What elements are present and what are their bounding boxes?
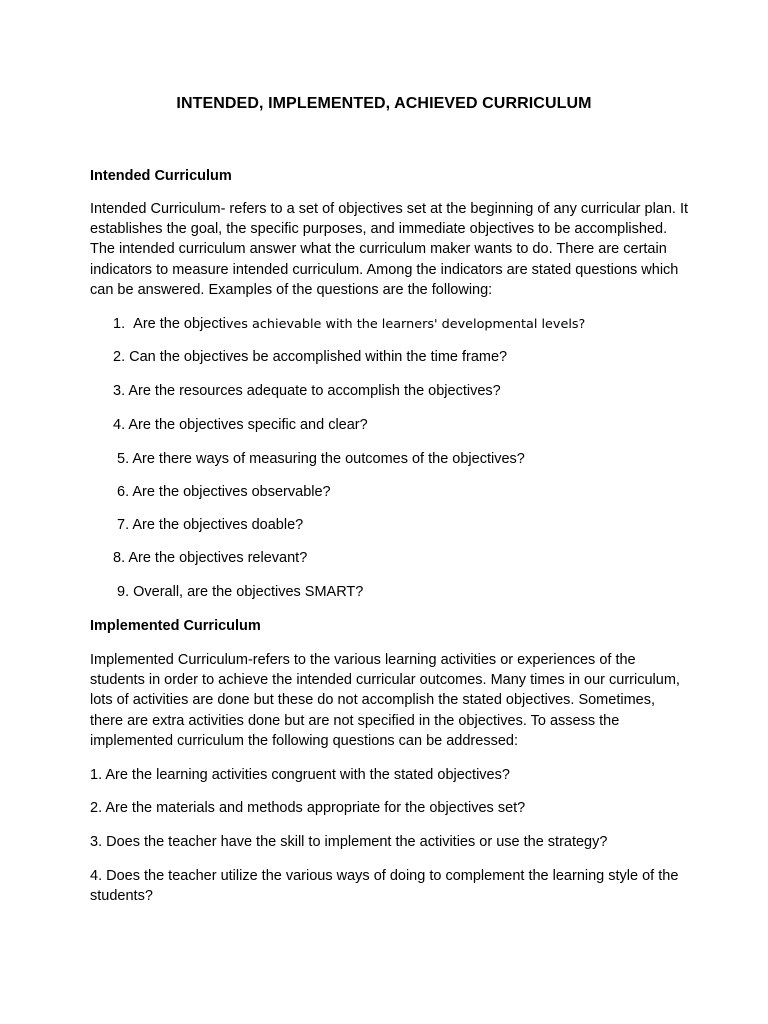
intended-question-7: 7. Are the objectives doable? — [117, 517, 304, 533]
intended-question-5: 5. Are there ways of measuring the outcomes of the objectives? — [117, 451, 525, 467]
implemented-paragraph: Implemented Curriculum-refers to the various learning activities or experiences of the students in order to achieve the intended curricular outcomes. Many times in our curriculum, lots of activities are done but these do not accomplish the stated objectives. Sometimes, there are extra activities done but are not specified in the objectives. To assess the implemented curriculum the following questions can be addressed: — [90, 652, 680, 749]
question-number: 1. — [113, 316, 126, 332]
implemented-question-4: 4. Does the teacher utilize the various ways of doing to complement the learning style of the students? — [90, 868, 679, 905]
question-text-start: Are the objecti — [133, 316, 226, 332]
intended-paragraph: Intended Curriculum- refers to a set of objectives set at the beginning of any curricular plan. It establishes the goal, the specific purposes, and immediate objectives to be accomplished. The intended curriculum answer what the curriculum maker wants to do. There are certain indicators to measure intended curriculum. Among the indicators are stated questions which can be answered. Examples of the questions are the following: — [90, 201, 689, 298]
question-text-rest: ves achievable with the learners' developmental levels? — [225, 317, 586, 332]
intended-heading: Intended Curriculum — [90, 168, 232, 184]
intended-question-3: 3. Are the resources adequate to accomplish the objectives? — [113, 383, 501, 399]
intended-question-1 — [113, 315, 585, 334]
intended-question-9: 9. Overall, are the objectives SMART? — [117, 584, 364, 600]
implemented-question-1: 1. Are the learning activities congruent with the stated objectives? — [90, 767, 510, 783]
intended-question-6: 6. Are the objectives observable? — [117, 484, 331, 500]
intended-question-4: 4. Are the objectives specific and clear? — [113, 417, 368, 433]
intended-question-8: 8. Are the objectives relevant? — [113, 550, 308, 566]
intended-question-2: 2. Can the objectives be accomplished within the time frame? — [113, 349, 508, 365]
implemented-question-3: 3. Does the teacher have the skill to implement the activities or use the strategy? — [90, 834, 608, 850]
implemented-heading: Implemented Curriculum — [90, 618, 261, 634]
page-title: INTENDED, IMPLEMENTED, ACHIEVED CURRICULUM — [176, 95, 592, 112]
implemented-question-2: 2. Are the materials and methods appropriate for the objectives set? — [90, 800, 526, 816]
